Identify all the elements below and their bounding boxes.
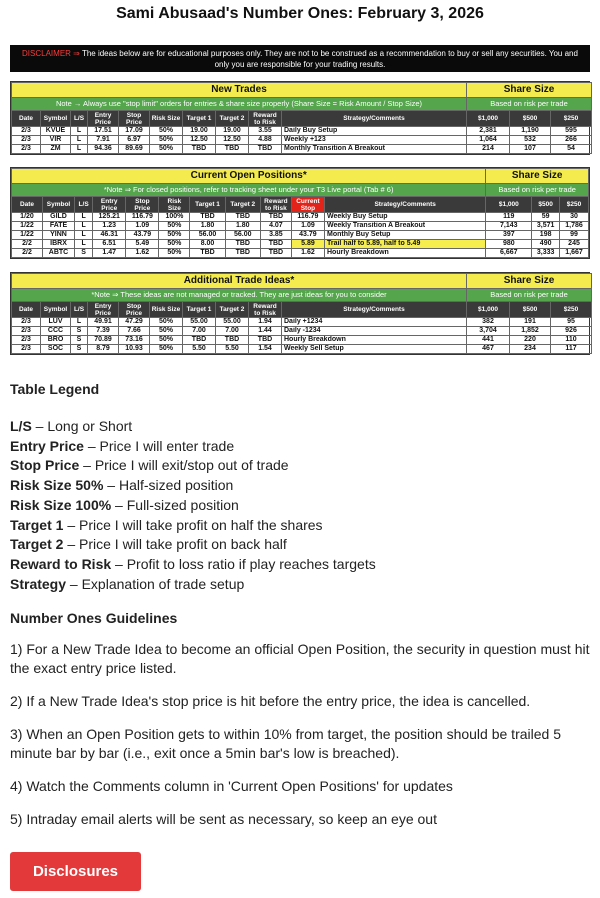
table-cell: 7.91 [88, 136, 119, 145]
table-cell: 1/20 [12, 213, 43, 222]
column-header: Strategy/Comments [282, 302, 467, 318]
share-size-label: Share Size [467, 83, 592, 98]
table-cell: 89.69 [119, 145, 150, 154]
table-cell: TBD [190, 249, 225, 258]
column-header: Reward to Risk [249, 111, 282, 127]
legend-item [10, 555, 590, 575]
table-row [12, 222, 589, 231]
table-cell: 2/3 [12, 345, 41, 354]
table-cell: TBD [260, 213, 291, 222]
table-row [12, 127, 592, 136]
column-header: Date [12, 197, 43, 213]
guidelines-title: Number Ones Guidelines [10, 610, 178, 626]
table-cell: 116.79 [291, 213, 324, 222]
open-positions-table [10, 167, 590, 259]
table-cell: 490 [532, 240, 560, 249]
column-header: Date [12, 302, 41, 318]
table-cell: 214 [467, 145, 510, 154]
column-header: L/S [71, 111, 88, 127]
column-header: Risk Size [159, 197, 190, 213]
table-cell: KVUE [41, 127, 71, 136]
table-cell: 95 [551, 318, 592, 327]
table-cell: 1.54 [249, 345, 282, 354]
table-row [12, 231, 589, 240]
table-cell: 4.07 [260, 222, 291, 231]
legend-desc: – Price I will exit/stop out of trade [79, 457, 289, 474]
table-cell: 980 [486, 240, 532, 249]
column-header: $250 [551, 111, 592, 127]
table-cell: 467 [467, 345, 510, 354]
table-cell: 926 [551, 327, 592, 336]
table-cell: 12.50 [216, 136, 249, 145]
table-cell: 245 [560, 240, 589, 249]
table-cell: 3.55 [249, 127, 282, 136]
table-cell: 110 [551, 336, 592, 345]
legend-desc: – Long or Short [31, 418, 133, 434]
table-row [12, 240, 589, 249]
guidelines-section [10, 610, 590, 843]
column-header: Strategy/Comments [282, 111, 467, 127]
legend-term: Target 1 [10, 516, 64, 533]
table-cell: VIR [41, 136, 71, 145]
table-cell: 220 [510, 336, 551, 345]
table-cell: 19.00 [183, 127, 216, 136]
table-cell: L [71, 127, 88, 136]
table-cell: TBD [183, 336, 216, 345]
legend-item [10, 417, 590, 437]
table-cell: Daily -1234 [282, 327, 467, 336]
page-title: Sami Abusaad's Number Ones: February 3, 2026 [116, 5, 484, 22]
table-cell: YINN [42, 231, 74, 240]
legend-desc: – Half-sized position [103, 477, 234, 494]
guidelines-list [10, 640, 590, 829]
table-cell: 1.44 [249, 327, 282, 336]
table-cell: 5.50 [183, 345, 216, 354]
table-cell: 50% [150, 318, 183, 327]
table-cell: 6,667 [486, 249, 532, 258]
table-cell: 10.93 [119, 345, 150, 354]
table-cell: 1,667 [560, 249, 589, 258]
table-cell: 12.50 [183, 136, 216, 145]
table-cell: 2/3 [12, 336, 41, 345]
table-cell: 1.62 [291, 249, 324, 258]
table-cell: 8.00 [190, 240, 225, 249]
based-on-note: Based on risk per trade [486, 184, 589, 197]
table-cell: 2/3 [12, 145, 41, 154]
table-cell: 7.00 [216, 327, 249, 336]
table-cell: 382 [467, 318, 510, 327]
legend-item [10, 496, 590, 516]
column-header: Entry Price [88, 302, 119, 318]
table-cell: L [75, 222, 93, 231]
table-cell: L [71, 136, 88, 145]
column-header: Target 1 [183, 302, 216, 318]
column-header: L/S [75, 197, 93, 213]
section-title: Current Open Positions* [12, 169, 486, 184]
column-header: Risk Size [150, 302, 183, 318]
table-cell: 49.91 [88, 318, 119, 327]
table-cell: L [75, 231, 93, 240]
table-cell: 191 [510, 318, 551, 327]
column-header: L/S [71, 302, 88, 318]
table-cell: 6.51 [93, 240, 126, 249]
column-header: Risk Size [150, 111, 183, 127]
table-cell: 2/2 [12, 240, 43, 249]
table-cell: TBD [190, 213, 225, 222]
table-cell: IBRX [42, 240, 74, 249]
table-cell: Monthly Transition A Breakout [282, 145, 467, 154]
table-cell: 441 [467, 336, 510, 345]
table-row [12, 345, 592, 354]
table-cell: 595 [551, 127, 592, 136]
table-cell: 1/22 [12, 231, 43, 240]
guideline-item: 1) For a New Trade Idea to become an official Open Position, the security in question must hit the exact entry price listed. [10, 641, 590, 676]
table-cell: TBD [225, 249, 260, 258]
table-cell: TBD [260, 249, 291, 258]
column-header: Entry Price [93, 197, 126, 213]
table-cell: TBD [183, 145, 216, 154]
table-cell: 234 [510, 345, 551, 354]
table-legend [10, 381, 590, 594]
table-cell: 43.79 [126, 231, 159, 240]
table-row [12, 336, 592, 345]
share-size-label: Share Size [467, 274, 592, 289]
table-cell: 1,852 [510, 327, 551, 336]
column-header: $1,000 [467, 302, 510, 318]
table-cell: 125.21 [93, 213, 126, 222]
table-cell: 56.00 [190, 231, 225, 240]
table-cell: 3,333 [532, 249, 560, 258]
table-row [12, 136, 592, 145]
share-size-label: Share Size [486, 169, 589, 184]
table-cell: 5.89 [291, 240, 324, 249]
table-cell: 50% [159, 249, 190, 258]
table-cell: 73.16 [119, 336, 150, 345]
table-cell: 1.62 [126, 249, 159, 258]
table-cell: 1.80 [190, 222, 225, 231]
table-cell: Monthly Buy Setup [324, 231, 485, 240]
table-cell: 50% [150, 136, 183, 145]
table-cell: 55.00 [183, 318, 216, 327]
column-header: Stop Price [126, 197, 159, 213]
column-header: Symbol [41, 111, 71, 127]
column-header: Target 2 [225, 197, 260, 213]
table-cell: 116.79 [126, 213, 159, 222]
legend-desc: – Price I will take profit on half the shares [63, 516, 323, 533]
table-row [12, 249, 589, 258]
table-cell: L [75, 213, 93, 222]
table-cell: S [71, 336, 88, 345]
legend-item [10, 456, 590, 476]
table-row [12, 145, 592, 154]
legend-desc: – Full-sized position [111, 496, 239, 513]
column-header: $1,000 [467, 111, 510, 127]
section-note: *Note ⇒ These ideas are not managed or tracked. They are just ideas for you to consider [12, 289, 467, 302]
legend-term: Target 2 [10, 536, 64, 553]
table-cell: Hourly Breakdown [324, 249, 485, 258]
table-cell: 2/3 [12, 318, 41, 327]
legend-item [10, 516, 590, 536]
table-cell: TBD [225, 213, 260, 222]
table-cell: 1,064 [467, 136, 510, 145]
legend-desc: – Price I will take profit on back half [63, 536, 287, 553]
legend-term: Reward to Risk [10, 555, 112, 572]
table-cell: Weekly Buy Setup [324, 213, 485, 222]
table-cell: 50% [159, 231, 190, 240]
table-cell: 2/3 [12, 327, 41, 336]
disclosures-button[interactable]: Disclosures [10, 852, 141, 891]
table-cell: CCC [41, 327, 71, 336]
legend-desc: – Price I will enter trade [83, 437, 235, 454]
table-cell: 50% [150, 345, 183, 354]
table-cell: 3,571 [532, 222, 560, 231]
table-cell: 198 [532, 231, 560, 240]
table-cell: S [71, 345, 88, 354]
table-cell: L [71, 145, 88, 154]
table-cell: 119 [486, 213, 532, 222]
table-cell: 50% [150, 145, 183, 154]
column-header: Date [12, 111, 41, 127]
table-cell: TBD [216, 336, 249, 345]
table-cell: 7.39 [88, 327, 119, 336]
table-cell: S [75, 249, 93, 258]
guideline-item: 5) Intraday email alerts will be sent as necessary, so keep an eye out [10, 811, 437, 827]
column-header: $250 [551, 302, 592, 318]
table-cell: ZM [41, 145, 71, 154]
table-cell: 8.79 [88, 345, 119, 354]
column-header: Reward to Risk [249, 302, 282, 318]
section-title: New Trades [12, 83, 467, 98]
table-cell: 94.36 [88, 145, 119, 154]
table-cell: 7,143 [486, 222, 532, 231]
legend-item [10, 476, 590, 496]
column-header: $500 [532, 197, 560, 213]
table-cell: ABTC [42, 249, 74, 258]
table-cell: 1.09 [126, 222, 159, 231]
table-cell: 17.51 [88, 127, 119, 136]
table-cell: FATE [42, 222, 74, 231]
table-cell: Weekly Sell Setup [282, 345, 467, 354]
table-cell: 266 [551, 136, 592, 145]
table-cell: Weekly +123 [282, 136, 467, 145]
table-cell: LUV [41, 318, 71, 327]
table-cell: 1.23 [93, 222, 126, 231]
legend-desc: – Explanation of trade setup [66, 575, 245, 592]
table-cell: Daily Buy Setup [282, 127, 467, 136]
table-cell: 50% [150, 336, 183, 345]
table-row [12, 318, 592, 327]
table-cell: 50% [150, 127, 183, 136]
column-header: $500 [510, 111, 551, 127]
legend-title: Table Legend [10, 381, 100, 397]
table-cell: Trail half to 5.89, half to 5.49 [324, 240, 485, 249]
additional-ideas-table [10, 272, 590, 355]
section-note: Note → Always use "stop limit" orders for entries & share size properly (Share Size = Risk Amount / Stop Size) [12, 98, 467, 111]
guideline-item: 4) Watch the Comments column in 'Current Open Positions' for updates [10, 778, 453, 794]
column-header: $1,000 [486, 197, 532, 213]
table-cell: S [71, 327, 88, 336]
legend-term: Risk Size 100% [10, 496, 112, 513]
table-cell: SOC [41, 345, 71, 354]
table-cell: 43.79 [291, 231, 324, 240]
table-cell: 50% [159, 240, 190, 249]
based-on-note: Based on risk per trade [467, 289, 592, 302]
column-header: Entry Price [88, 111, 119, 127]
column-header: $500 [510, 302, 551, 318]
table-cell: 19.00 [216, 127, 249, 136]
section-title: Additional Trade Ideas* [12, 274, 467, 289]
column-header: Target 1 [183, 111, 216, 127]
table-cell: TBD [225, 240, 260, 249]
legend-term: Strategy [10, 575, 67, 592]
column-header: Target 2 [216, 111, 249, 127]
table-cell: 1/22 [12, 222, 43, 231]
table-row [12, 327, 592, 336]
column-header: Current Stop [291, 197, 324, 213]
table-cell: 46.31 [93, 231, 126, 240]
table-cell: 55.00 [216, 318, 249, 327]
table-cell: 47.29 [119, 318, 150, 327]
legend-desc: – Profit to loss ratio if play reaches targets [111, 555, 376, 572]
column-header: Symbol [42, 197, 74, 213]
table-cell: 7.00 [183, 327, 216, 336]
table-cell: Daily +1234 [282, 318, 467, 327]
open_positions-grid [11, 168, 589, 258]
disclaimer-banner [10, 45, 590, 72]
column-header: Reward to Risk [260, 197, 291, 213]
table-cell: TBD [216, 145, 249, 154]
column-header: $250 [560, 197, 589, 213]
legend-term: Risk Size 50% [10, 477, 104, 494]
additional_ideas-grid [11, 273, 592, 354]
table-cell: 56.00 [225, 231, 260, 240]
new_trades-grid [11, 82, 592, 154]
table-cell: TBD [249, 336, 282, 345]
table-cell: 532 [510, 136, 551, 145]
legend-item [10, 437, 590, 457]
table-row [12, 213, 589, 222]
table-cell: TBD [249, 145, 282, 154]
table-cell: L [75, 240, 93, 249]
table-cell: 1.09 [291, 222, 324, 231]
disclaimer-lead: DISCLAIMER ⇒ [22, 49, 80, 58]
table-cell: 59 [532, 213, 560, 222]
table-cell: 117 [551, 345, 592, 354]
table-cell: L [71, 318, 88, 327]
table-cell: 70.89 [88, 336, 119, 345]
table-cell: 6.97 [119, 136, 150, 145]
table-cell: 5.49 [126, 240, 159, 249]
disclaimer-text: The ideas below are for educational purposes only. They are not to be construed as a recommendation to buy or sell any securities. You and only you are responsible for your trading results. [79, 49, 578, 69]
table-cell: 3.85 [260, 231, 291, 240]
table-cell: GILD [42, 213, 74, 222]
column-header: Target 2 [216, 302, 249, 318]
table-cell: 2/3 [12, 136, 41, 145]
table-cell: 30 [560, 213, 589, 222]
table-cell: 1,190 [510, 127, 551, 136]
table-cell: 1,786 [560, 222, 589, 231]
guideline-item: 3) When an Open Position gets to within 10% from target, the position should be trailed 5 minute bar by bar (i.e., exit once a 5min bar's low is breached). [10, 726, 561, 761]
table-cell: 3,704 [467, 327, 510, 336]
table-cell: 54 [551, 145, 592, 154]
table-cell: 2/2 [12, 249, 43, 258]
table-cell: 7.66 [119, 327, 150, 336]
table-cell: Weekly Transition A Breakout [324, 222, 485, 231]
table-cell: 100% [159, 213, 190, 222]
legend-term: Stop Price [10, 457, 80, 474]
table-cell: 17.09 [119, 127, 150, 136]
section-note: *Note ⇒ For closed positions, refer to tracking sheet under your T3 Live portal (Tab # 6) [12, 184, 486, 197]
table-cell: 2/3 [12, 127, 41, 136]
guideline-item: 2) If a New Trade Idea's stop price is hit before the entry price, the idea is cancelled. [10, 693, 531, 709]
table-cell: 107 [510, 145, 551, 154]
table-cell: 4.88 [249, 136, 282, 145]
table-cell: 397 [486, 231, 532, 240]
legend-term: Entry Price [10, 437, 84, 454]
column-header: Stop Price [119, 111, 150, 127]
legend-list [10, 417, 590, 594]
legend-item [10, 535, 590, 555]
table-cell: 50% [150, 327, 183, 336]
table-cell: Hourly Breakdown [282, 336, 467, 345]
table-cell: BRO [41, 336, 71, 345]
column-header: Strategy/Comments [324, 197, 485, 213]
new-trades-table [10, 81, 590, 155]
table-cell: 1.47 [93, 249, 126, 258]
legend-item [10, 575, 590, 595]
table-cell: 2,381 [467, 127, 510, 136]
table-cell: TBD [260, 240, 291, 249]
column-header: Symbol [41, 302, 71, 318]
column-header: Target 1 [190, 197, 225, 213]
table-cell: 1.94 [249, 318, 282, 327]
table-cell: 1.80 [225, 222, 260, 231]
column-header: Stop Price [119, 302, 150, 318]
table-cell: 5.50 [216, 345, 249, 354]
table-cell: 50% [159, 222, 190, 231]
table-cell: 99 [560, 231, 589, 240]
legend-term: L/S [10, 418, 32, 434]
based-on-note: Based on risk per trade [467, 98, 592, 111]
